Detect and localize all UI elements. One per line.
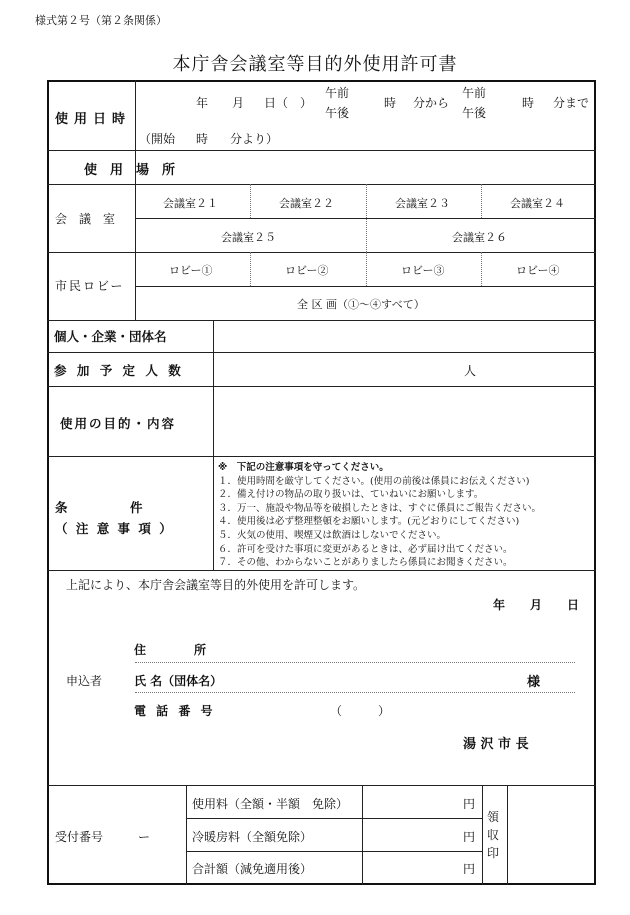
col-divider [362, 785, 363, 885]
permit-year: 年 [493, 598, 506, 612]
room-25[interactable]: 会議室２５ [221, 231, 276, 244]
lobby-all[interactable]: 全 区 画（①〜④すべて） [297, 298, 425, 311]
row-divider [47, 252, 596, 253]
receipt-stamp-label: 領 収 印 [487, 810, 500, 860]
room-24[interactable]: 会議室２４ [510, 197, 565, 210]
condition-item: ３．万一、施設や物品等を破損したときは、すぐに係員にご報告ください。 [218, 502, 542, 514]
start-min: 分より） [230, 132, 279, 146]
phone-parens: （ ） [330, 704, 391, 718]
name-label: 氏 名（団体名） [134, 674, 223, 688]
row-divider [47, 150, 596, 151]
row-divider [47, 352, 596, 353]
participants-unit: 人 [464, 364, 477, 378]
condition-item: ４．使用後は必ず整理整頓をお願いします。(元どおりにしてください) [218, 516, 520, 528]
month-unit: 月 [232, 96, 245, 110]
lobby-1[interactable]: ロビー① [169, 264, 213, 277]
row-divider [47, 184, 596, 185]
room-21[interactable]: 会議室２１ [163, 197, 218, 210]
fee-row-unit: 円 [463, 862, 476, 876]
col-divider [507, 785, 508, 885]
room-22[interactable]: 会議室２２ [279, 197, 334, 210]
condition-item: １．使用時間を厳守してください。(使用の前後は係員にお伝えください) [218, 475, 530, 487]
col-divider [213, 320, 214, 570]
col-divider [186, 785, 187, 885]
start-hour: 時 [196, 132, 209, 146]
col-divider [482, 785, 483, 885]
row-divider [186, 818, 482, 819]
conditions-label-1: 条 件 [55, 500, 143, 515]
hour-unit: 時 [384, 96, 397, 110]
lobby-4[interactable]: ロビー④ [516, 264, 560, 277]
place-label: 使 用 場 所 [84, 163, 176, 178]
col-divider [135, 80, 136, 320]
permit-day: 日 [567, 598, 580, 612]
lobby-2[interactable]: ロビー② [285, 264, 329, 277]
min-from: 分から [413, 96, 450, 110]
conditions-header: ※ 下記の注意事項を守ってください。 [218, 462, 389, 473]
fee-row-label: 合計額（減免適用後） [192, 862, 313, 876]
row-divider [47, 386, 596, 387]
applicant-name-label: 個人・企業・団体名 [54, 329, 167, 344]
participants-label: 参 加 予 定 人 数 [54, 363, 184, 378]
fee-row-unit: 円 [463, 797, 476, 811]
permit-month: 月 [530, 598, 543, 612]
row-divider [186, 851, 482, 852]
condition-item: ６．許可を受けた事項に変更があるときは、必ず届け出てください。 [218, 543, 513, 555]
address-label: 住 所 [134, 643, 207, 657]
condition-item: ２．備え付けの物品の取り扱いは、ていねいにお願いします。 [218, 489, 484, 501]
form-number: 様式第２号（第２条関係） [35, 14, 167, 27]
fee-row-label: 冷暖房料（全額免除） [192, 830, 313, 844]
fee-row-unit: 円 [463, 830, 476, 844]
day-unit: 日（ ） [264, 96, 313, 110]
receipt-dash: ー [138, 830, 151, 844]
lobby-3[interactable]: ロビー③ [401, 264, 445, 277]
condition-item: ５．火気の使用、喫煙又は飲酒はしないでください。 [218, 529, 447, 541]
ampm-pm-2: 午後 [462, 106, 487, 120]
condition-item: ７．その他、わからないことがありましたら係員にお聞きください。 [218, 557, 513, 569]
ampm-am-2: 午前 [462, 86, 487, 100]
row-divider [47, 456, 596, 457]
room-26[interactable]: 会議室２６ [452, 231, 507, 244]
mayor-signature: 湯 沢 市 長 [463, 737, 529, 752]
phone-label: 電 話 番 号 [134, 704, 216, 718]
row-divider [47, 570, 596, 571]
conditions-label-2: （ 注 意 事 項 ） [55, 521, 174, 536]
year-unit: 年 [196, 96, 209, 110]
purpose-label: 使用の目的・内容 [60, 416, 177, 431]
hour-unit-2: 時 [522, 96, 535, 110]
lobby-label: 市民ロビー [55, 279, 125, 293]
min-until: 分まで [553, 96, 590, 110]
ampm-am: 午前 [325, 86, 350, 100]
receipt-label: 受付番号 [55, 830, 104, 844]
permission-statement: 上記により、本庁舎会議室等目的外使用を許可します。 [66, 578, 366, 592]
room-23[interactable]: 会議室２３ [395, 197, 450, 210]
row-divider [47, 785, 596, 786]
row-divider [47, 320, 596, 321]
applicant-label: 申込者 [66, 674, 103, 688]
conditions-notes [218, 461, 541, 570]
fee-row-label: 使用料（全額・半額 免除） [192, 797, 349, 811]
page-title: 本庁舎会議室等目的外使用許可書 [172, 54, 458, 75]
ampm-pm: 午後 [325, 106, 350, 120]
honorific: 様 [527, 675, 541, 690]
meeting-room-label: 会 議 室 [55, 212, 116, 226]
row-divider [135, 286, 596, 287]
start-open: （開始 [139, 132, 176, 146]
datetime-label: 使用日時 [55, 112, 132, 127]
